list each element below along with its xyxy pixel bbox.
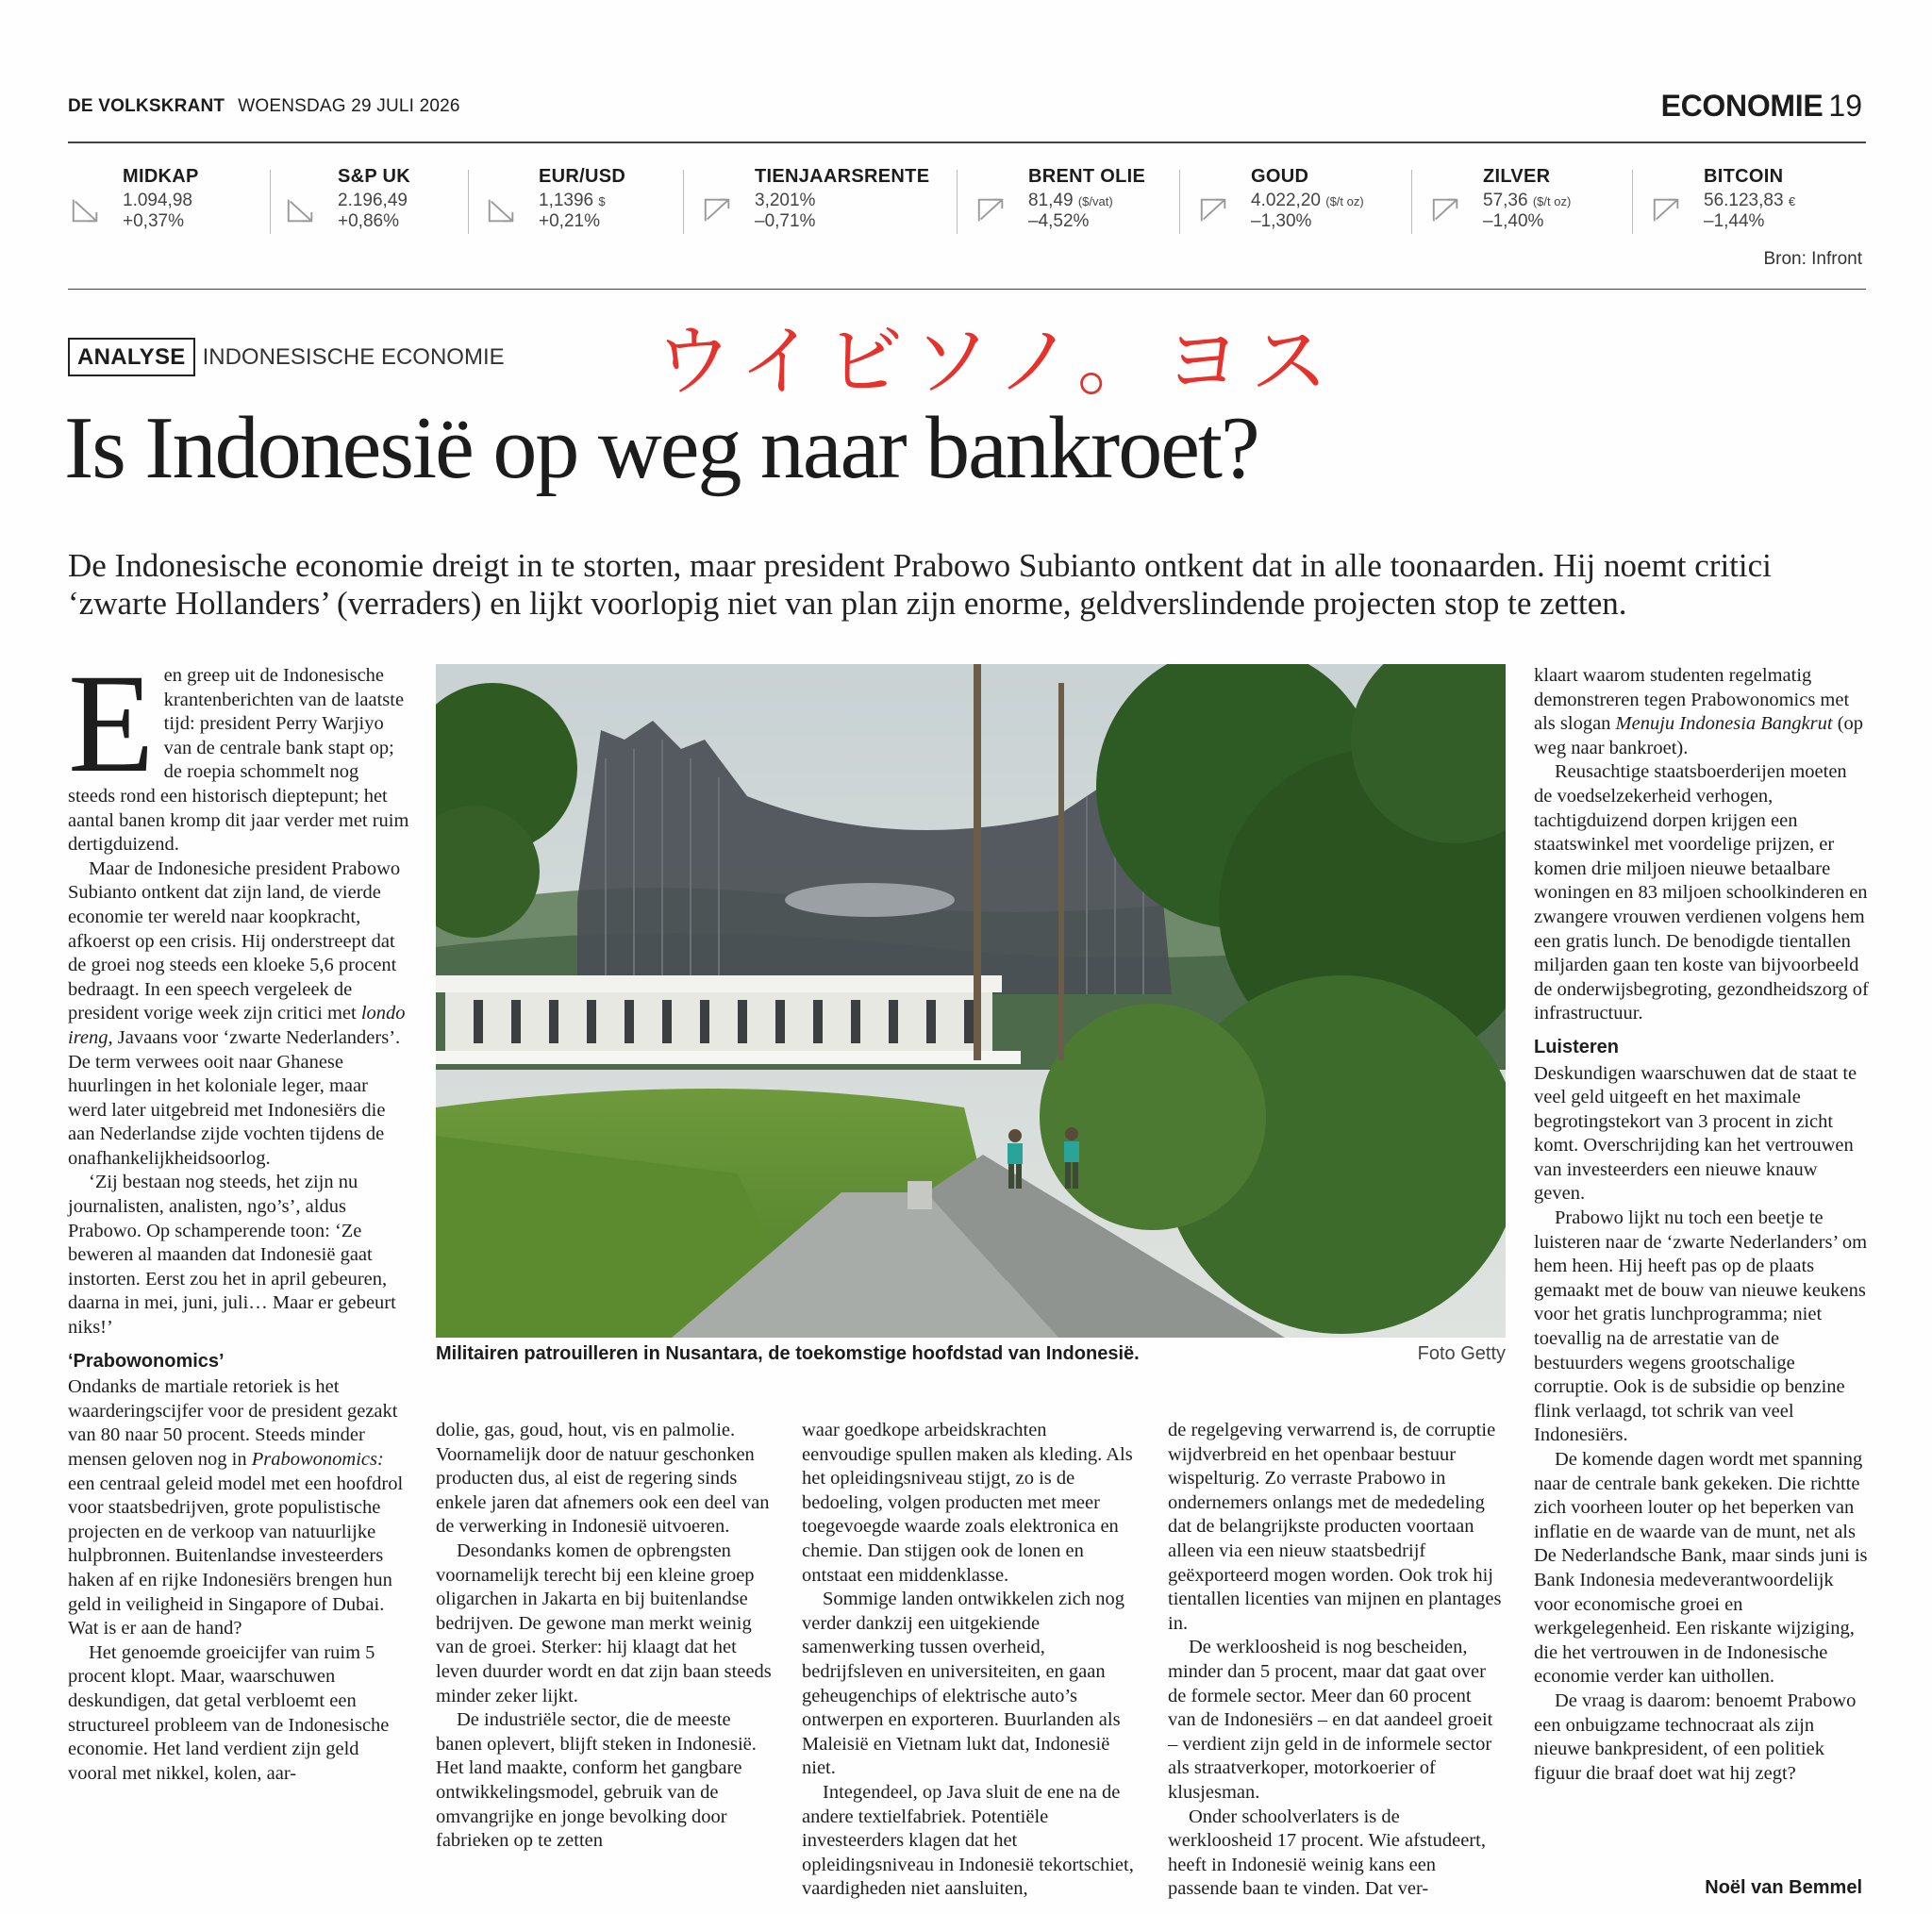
ticker-name: TIENJAARSRENTE bbox=[755, 166, 930, 187]
ticker-change: –1,30% bbox=[1251, 211, 1312, 231]
arrow-up-icon bbox=[700, 194, 736, 226]
ticker-name: GOUD bbox=[1251, 166, 1309, 187]
paragraph: Ondanks de martiale retoriek is het waarderingscijfer voor de president gezakt van 80 naar 50 procent. Steeds minder mensen geloven nog in Prabowonomics: een centraal geleid model met een hoofdrol voor staatsbedrijven, grote populistische projecten en de verkoop van natuurlijke hulpbronnen. Buitenlandse investeerders haken af en rijke Indonesiërs brengen hun geld in veiligheid in Singapore of Dubai. Wat is er aan de hand? bbox=[68, 1376, 404, 1639]
ticker-change: –1,44% bbox=[1704, 211, 1765, 231]
headline: Is Indonesië op weg naar bankroet? bbox=[64, 399, 1258, 497]
paragraph: Prabowo lijkt nu toch een beetje te luisteren naar de ‘zwarte Nederlanders’ om hem heen. Hij heeft pas op de plaats gemaakt met de bouw van nieuwe keukens voor het gratis lunchprogramma; niet toevallig na de arrestatie van de bestuurders wegens grootschalige corruptie. Ook is de subsidie op benzine flink verlaagd, tot schrik van veel Indonesiërs. bbox=[1534, 1207, 1868, 1446]
ticker-change: +0,37% bbox=[123, 211, 184, 231]
ticker-divider bbox=[683, 170, 684, 234]
section-label bbox=[1661, 89, 1862, 124]
paragraph: waar goedkope arbeidskrachten eenvoudige spullen maken als kleding. Als het opleidingsniveau stijgt, zo is de bedoeling, volgen producten met meer toegevoegde waarde zoals elektronica en chemie. Dan stijgen ook de lonen en ontstaat een middenklasse. bbox=[802, 1420, 1133, 1586]
paragraph: Desondanks komen de opbrengsten voornamelijk terecht bij een kleine groep oligarchen in Jakarta en bij buitenlandse bedrijven. De gewone man merkt weinig van de groei. Sterker: hij klaagt dat het leven duurder wordt en dat zijn baan steeds minder zeker lijkt. bbox=[436, 1540, 772, 1706]
drop-cap: E bbox=[68, 645, 155, 802]
column-4 bbox=[1168, 1419, 1504, 1902]
ticker-divider bbox=[468, 170, 469, 234]
masthead-line bbox=[68, 96, 460, 117]
subhead-prabowonomics: ‘Prabowonomics’ bbox=[68, 1350, 225, 1372]
paragraph: Sommige landen ontwikkelen zich nog verder dankzij een uitgekiende samenwerking tussen overheid, bedrijfsleven en universiteiten, en gaan geheugenchips of elektrische auto’s ontwerpen en exporteren. Buurlanden als Maleisië en Vietnam lukt dat, Indonesië niet. bbox=[802, 1589, 1124, 1779]
ticker-rule bbox=[68, 289, 1866, 290]
ticker-value: 57,36 ($/t oz) bbox=[1483, 191, 1572, 210]
ticker-name: EUR/USD bbox=[539, 166, 626, 187]
ticker-change: +0,21% bbox=[539, 211, 600, 231]
header-rule bbox=[68, 141, 1866, 143]
ticker-value: 3,201% bbox=[755, 191, 816, 210]
ticker-value: 1,1396 $ bbox=[539, 191, 606, 210]
paragraph: Reusachtige staatsboerderijen moeten de voedselzekerheid verhogen, tachtigduizend dorpen krijgen een staatswinkel met voordelige prijzen, er komen drie miljoen nieuwe betaalbare woningen en 83 miljoen schoolkinderen en zwangere vrouwen verdienen volgens hem een gratis lunch. De benodigde tientallen miljarden gaan ten koste van bijvoorbeeld de onderwijsbegroting, gezondheidszorg of infrastructuur. bbox=[1534, 761, 1869, 1024]
paragraph: Het genoemde groeicijfer van ruim 5 procent klopt. Maar, waarschuwen deskundigen, dat getal verbloemt een structureel probleem van de Indonesische economie. Het land verdient zijn geld vooral met nikkel, kolen, aar- bbox=[68, 1641, 390, 1784]
ticker-source: Bron: Infront bbox=[1763, 249, 1862, 269]
ticker-divider bbox=[1179, 170, 1180, 234]
ticker-divider bbox=[1411, 170, 1412, 234]
issue-date: WOENSDAG 29 JULI 2026 bbox=[238, 96, 460, 116]
arrow-up-icon bbox=[1649, 194, 1685, 226]
photo-credit: Foto Getty bbox=[1417, 1343, 1506, 1364]
ticker-value: 56.123,83 € bbox=[1704, 191, 1796, 210]
paper-name: DE VOLKSKRANT bbox=[68, 96, 225, 116]
ticker-value: 4.022,20 ($/t oz) bbox=[1251, 191, 1364, 210]
ticker-name: ZILVER bbox=[1483, 166, 1551, 187]
paragraph: Onder schoolverlaters is de werkloosheid 17 procent. Wie afstudeert, heeft in Indonesië weinig kans een passende baan te vinden. Dat ver- bbox=[1168, 1806, 1486, 1900]
paragraph: Maar de Indonesiche president Prabowo Subianto ontkent dat zijn land, de vierde economie ter wereld naar koopkracht, afkoerst op een crisis. Hij onderstreept dat de groei nog steeds een kloeke 5,6 procent bedraagt. In een speech vergeleek de president vorige week zijn critici met londo ireng, Javaans voor ‘zwarte Nederlanders’. De term verwees ooit naar Ghanese huurlingen in het koloniale leger, maar werd later uitgebreid met Indonesiërs die aan Nederlandse zijde vochten tijdens de onafhankelijkheidsoorlog. bbox=[68, 857, 406, 1169]
paragraph: ‘Zij bestaan nog steeds, het zijn nu journalisten, analisten, ngo’s’, aldus Prabowo. Op schamperende toon: ‘Ze beweren al maanden dat Indonesië gaat instorten. Eerst zou het in april gebeuren, daarna in mei, juni, juli… Maar er gebeurt niks!’ bbox=[68, 1172, 396, 1339]
ticker-divider bbox=[270, 170, 271, 234]
article-kicker bbox=[68, 338, 505, 379]
ticker-divider bbox=[1632, 170, 1633, 234]
ticker-name: BRENT OLIE bbox=[1028, 166, 1146, 187]
lead-paragraph: De Indonesische economie dreigt in te storten, maar president Prabowo Subianto ontkent dat in alle toonaarden. Hij noemt critici ‘zwarte Hollanders’ (verraders) en lijkt voorlopig niet van plan zijn enorme, geldverslindende projecten stop te zetten. bbox=[68, 547, 1772, 622]
photo-nusantara-palace bbox=[436, 664, 1506, 1338]
photo-illustration bbox=[436, 664, 1506, 1338]
paragraph: De vraag is daarom: benoemt Prabowo een onbuigzame technocraat als zijn nieuwe bankpresident, of een politiek figuur die braaf doet wat hij zegt? bbox=[1534, 1689, 1857, 1784]
ticker-value: 81,49 ($/vat) bbox=[1028, 191, 1113, 210]
column-1-top bbox=[68, 645, 409, 1786]
column-3 bbox=[802, 1419, 1138, 1902]
ticker-name: BITCOIN bbox=[1704, 166, 1784, 187]
arrow-up-icon bbox=[1428, 194, 1464, 226]
topic-label: INDONESISCHE ECONOMIE bbox=[202, 344, 505, 370]
paragraph: Integendeel, op Java sluit de ene na de andere textielfabriek. Potentiële investeerders klagen dat het opleidingsniveau in Indonesië tekortschiet, vaardigheden niet aansluiten, bbox=[802, 1781, 1134, 1900]
paragraph: de regelgeving verwarrend is, de corruptie wijdverbreid en het openbaar bestuur wispelturig. Zo verraste Prabowo in ondernemers onlangs met de mededeling dat de belangrijkste producten voortaan alleen via een nieuw staatsbedrijf geëxporteerd mogen worden. Ook trok hij tientallen licenties van mijnen en plantages in. bbox=[1168, 1420, 1502, 1634]
ticker-name: MIDKAP bbox=[123, 166, 199, 187]
arrow-up-icon bbox=[974, 194, 1009, 226]
ticker-change: –0,71% bbox=[755, 211, 816, 231]
paragraph: De komende dagen wordt met spanning naar de centrale bank gekeken. Die richtte zich voorheen louter op het beperken van inflatie en de waarde van de munt, net als De Nederlandsche Bank, maar sinds juni is Bank Indonesia medeverantwoordelijk voor economische groei en werkgelegenheid. Een riskante wijziging, die het vertrouwen in de Indonesische economie verder kan uithollen. bbox=[1534, 1449, 1868, 1688]
page-number: 19 bbox=[1828, 89, 1862, 123]
paragraph: Deskundigen waarschuwen dat de staat te veel geld uitgeeft en het maximale begrotingstekort van 3 procent in zicht komt. Overschrijding kan het vertrouwen van investeerders een nieuwe knauw geven. bbox=[1534, 1062, 1857, 1205]
ticker-divider bbox=[957, 170, 958, 234]
ticker-change: +0,86% bbox=[338, 211, 399, 231]
analysis-label: ANALYSE bbox=[68, 338, 195, 376]
arrow-down-icon bbox=[283, 194, 319, 226]
arrow-up-icon bbox=[1196, 194, 1232, 226]
section-name: ECONOMIE bbox=[1660, 89, 1824, 123]
ticker-name: S&P UK bbox=[338, 166, 411, 187]
arrow-down-icon bbox=[484, 194, 520, 226]
paragraph: klaart waarom studenten regelmatig demonstreren tegen Prabowonomics met als slogan Menuju Indonesia Bangkrut (op weg naar bankroet). bbox=[1534, 665, 1864, 758]
ticker-value: 2.196,49 bbox=[338, 191, 408, 210]
column-2 bbox=[436, 1419, 772, 1854]
subhead-luisteren: Luisteren bbox=[1534, 1036, 1620, 1057]
paragraph: dolie, gas, goud, hout, vis en palmolie. Voornamelijk door de natuur geschonken producten dus, al eist de regering sinds enkele jaren dat afnemers ook een deel van de verwerking in Indonesië uitvoeren. bbox=[436, 1420, 770, 1538]
paragraph: De industriële sector, die de meeste banen oplevert, blijft steken in Indonesië. Het land maakte, conform het gangbare ontwikkelingsmodel, gebruik van de omvangrijke en jonge bevolking door fabrieken op te zetten bbox=[436, 1709, 757, 1852]
byline: Noël van Bemmel bbox=[1705, 1877, 1862, 1898]
column-5 bbox=[1534, 664, 1870, 1786]
photo-caption: Militairen patrouilleren in Nusantara, de toekomstige hoofdstad van Indonesië. bbox=[436, 1343, 1140, 1364]
arrow-down-icon bbox=[68, 194, 104, 226]
paragraph: De werkloosheid is nog bescheiden, minder dan 5 procent, maar dat gaat over de formele sector. Meer dan 60 procent van de Indonesiërs – en dat aandeel groeit – verdient zijn geld in de informele sector als straatverkoper, motorkoerier of klusjesman. bbox=[1168, 1637, 1493, 1803]
paragraph: en greep uit de Indonesische krantenberichten van de laatste tijd: president Perry Warjiyo van de centrale bank stapt op; de roepia schommelt nog steeds rond een historisch dieptepunt; het aantal banen kromp dit jaar verder met ruim dertigduizend. bbox=[68, 665, 409, 856]
ticker-change: –1,40% bbox=[1483, 211, 1544, 231]
red-handwritten-stamp: ウイビソノ。ヨス bbox=[655, 317, 1338, 407]
photo-caption-row bbox=[436, 1343, 1506, 1365]
ticker-value: 1.094,98 bbox=[123, 191, 192, 210]
ticker-change: –4,52% bbox=[1028, 211, 1090, 231]
